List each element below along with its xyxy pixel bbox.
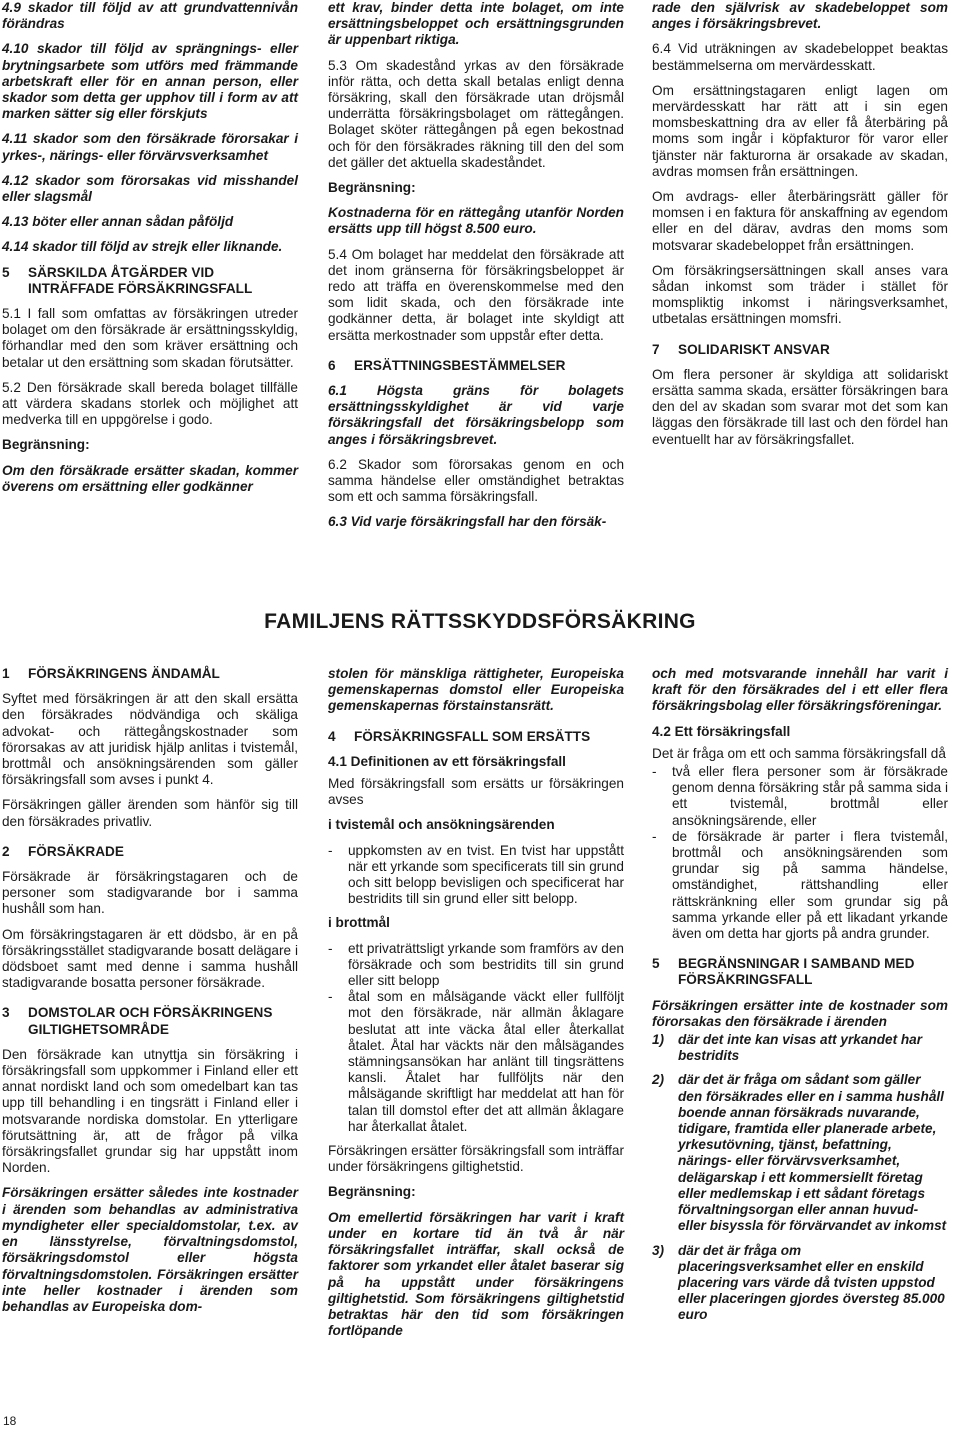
insured-paragraph-1: Försäkrade är försäkringstagaren och de personer som stadigvarande bor i samma hushåll som han. <box>2 869 298 917</box>
section-number: 2 <box>2 843 10 859</box>
continued-text: och med motsvarande innehåll har varit i kraft för den försäkrades del i ett eller flera försäkringsbolag eller försäkringsföreningar. <box>652 666 948 714</box>
clause-4-12: 4.12 skador som förorsakas vid misshandel eller slagsmål <box>2 172 298 205</box>
clause-4-11: 4.11 skador som den försäkrade förorsakar i yrkes-, närings- eller förvärvsverksamhet <box>2 131 298 163</box>
clause-4-13: 4.13 böter eller annan sådan påföljd <box>2 214 234 230</box>
continued-text: rade den självrisk av skadebeloppet som anges i försäkringsbrevet. <box>652 0 948 32</box>
limitation-text: Om den försäkrade ersätter skadan, kommer överens om ersättning eller godkänner <box>2 462 298 494</box>
top-column-2 <box>328 0 624 540</box>
list-item: - åtal som en målsägande väckt eller fullföljt mot den försäkrade, när allmän åklagare beslutat att inte väcka åtal eller återkallat åtalet. Åtal har väckts när den målsägandes stämningsansökan har anlänt till tingsrättens kansli. Åtalet har fullföljts när den målsägande skriftligt har meddelat att han för talan till domstol efter det att allmän åklagare har återkallat åtalet. <box>328 989 624 1134</box>
clause-5-3: 5.3 Om skadestånd yrkas av den försäkrade inför rätta, och detta skall betalas enligt denna försäkring, skall den försäkrade utan dröjsmål underrätta försäkringsbolaget om rättegången. Bolaget sköter rättegången på egen bekostnad och för den försäkrades räkning till den del som det gäller det aktuella skadeståndet. <box>328 57 624 170</box>
document-title: FAMILJENS RÄTTSSKYDDSFÖRSÄKRING <box>264 610 696 633</box>
clause-6-1: 6.1 Högsta gräns för bolagets ersättningsskyldighet är vid varje försäkringsfall det försäkringsbelopp som anges i försäkringsbrevet. <box>328 383 624 447</box>
bottom-column-2 <box>328 666 624 1348</box>
section-4-heading <box>328 729 624 745</box>
top-column-3 <box>652 0 948 457</box>
limitation-text: Kostnaderna för en rättegång utanför Norden ersätts upp till högst 8.500 euro. <box>328 205 624 237</box>
section-title: FÖRSÄKRADE <box>28 843 124 859</box>
section-number: 7 <box>652 341 660 357</box>
clause-5-4: 5.4 Om bolaget har meddelat den försäkrade att det inom gränserna för försäkringsbeloppet är redo att träffa en överenskommelse med den som lidit skada, och den försäkrade inte godkänner detta, är bolaget inte skyldigt att ersätta merkostnader som uppstår efter detta. <box>328 246 624 343</box>
section-number: 1 <box>2 666 10 681</box>
section-title: BEGRÄNSNINGAR I SAMBAND MED FÖRSÄKRINGSFALL <box>678 956 915 988</box>
exclusion-paragraph: Försäkringen ersätter således inte kostnader i ärenden som behandlas av administrativa myndigheter eller specialdomstolar, t.ex. av en länsstyrelse, förvaltningsdomstol, försäkringsdomstol eller högsta förvaltningsdomstolen. Försäkringen ersätter inte heller kostnader i ärenden som behandlas av Europeiska dom- <box>2 1185 298 1314</box>
bottom-column-3 <box>652 666 948 1332</box>
list-item: - uppkomsten av en tvist. En tvist har uppstått när ett yrkande som specificerats till sin grund och sitt belopp bevisligen och specificerat har bestridits till sin grund eller sitt belopp. <box>328 842 624 907</box>
limitation-label: Begränsning: <box>2 437 90 453</box>
limitations-intro: Försäkringen ersätter inte de kostnader som förorsakas den försäkrade i ärenden <box>652 997 948 1029</box>
vat-paragraph-3: Om försäkringsersättningen skall anses vara sådan inkomst som träder i stället för momspliktig inkomst i näringsverksamhet, utbetalas ersättningen momsfri. <box>652 262 948 327</box>
page-number: 18 <box>3 1414 17 1428</box>
section-title: SOLIDARISKT ANSVAR <box>678 341 830 357</box>
section-1-heading <box>2 666 298 682</box>
section-number: 5 <box>2 264 10 280</box>
section-6-heading <box>328 358 624 374</box>
purpose-paragraph: Syftet med försäkringen är att den skall ersätta den försäkrades nödvändiga och skäliga advokat- och rättegångskostnader som förorsakas av att juridisk hjälp anlitas i tvistemål, brottmål och ansökningsärenden som gäller försäkringsfall som avses i punkt 4. <box>2 691 298 788</box>
section-5-heading <box>2 265 298 297</box>
subsection-4-1-heading: 4.1 Definitionen av ett försäkringsfall <box>328 753 566 769</box>
section-title: SÄRSKILDA ÅTGÄRDER VID INTRÄFFADE FÖRSÄKRINGSFALL <box>28 264 253 296</box>
section-number: 6 <box>328 357 336 373</box>
vat-paragraph-2: Om avdrags- eller återbäringsrätt gäller för momsen i en faktura för anskaffning av egendom eller en del därav, avdras den moms som motsvarar skadebeloppet från ersättningen. <box>652 189 948 253</box>
list-item: - två eller flera personer som är försäkrade genom denna försäkring står på samma sida i ett tvistemål, brottmål eller ansökningsärende, eller <box>652 764 948 828</box>
validity-paragraph: Den försäkrade kan utnyttja sin försäkring i försäkringsfall som uppkommer i Finland eller ett annat nordiskt land och som omedelbart kan tas upp till behandling i en tingsrätt i Finland eller i motsvarande nordiska domstolar. En ytterligare förutsättning är, att de frågor på vilka försäkringsfallet grundar sig har uppstått inom Norden. <box>2 1046 298 1176</box>
validity-period-paragraph: Försäkringen ersätter försäkringsfall som inträffar under försäkringens giltighetstid. <box>328 1143 624 1175</box>
list-item: 2) där det är fråga om sådant som gäller den försäkrades eller en i samma hushåll boende annan försäkrads nuvarande, tidigare, framtida eller planerade arbete, yrkesutövning, tjänst, befattning, närings- eller förvärvsverksamhet, delägarskap i ett kommersiellt företag eller medlemskap i ett sådant företags förvaltningsorgan eller annan huvud- eller bisyssla för förvärvandet av inkomst <box>652 1072 947 1234</box>
continued-text: stolen för mänskliga rättigheter, Europeiska gemenskapernas domstol eller Europeiska gemenskapernas förstainstansrätt. <box>328 666 624 714</box>
continued-text: ett krav, binder detta inte bolaget, om inte ersättningsbeloppet och ersättningsgrunden är uppenbart riktiga. <box>328 0 624 48</box>
clause-4-9: 4.9 skador till följd av att grundvattennivån förändras <box>2 0 298 32</box>
section-title: ERSÄTTNINGSBESTÄMMELSER <box>354 357 566 373</box>
subsection-4-2-heading: 4.2 Ett försäkringsfall <box>652 723 791 739</box>
section-title: FÖRSÄKRINGENS ÄNDAMÅL <box>28 666 220 681</box>
scope-paragraph: Försäkringen gäller ärenden som hänför sig till den försäkrades privatliv. <box>2 797 298 829</box>
list-item: - ett privaträttsligt yrkande som framförs av den försäkrade och som bestridits till sin grund eller sitt belopp <box>328 940 624 989</box>
limitation-text: Om emellertid försäkringen har varit i kraft under en kortare tid än två år när försäkringsfallet inträffar, skall också de faktorer som yrkandet eller åtalet baserar sig på ha uppstått under försäkringens giltighetstid. Som försäkringens giltighetstid betraktas här den tid som försäkringen fortlöpande <box>328 1209 624 1339</box>
list-item: 3) där det är fråga om placeringsverksamhet eller en enskild placering vars värde då tvisten uppstod eller placeringen gjordes översteg 85.000 euro <box>652 1242 945 1323</box>
clause-4-10: 4.10 skador till följd av sprängnings- eller brytningsarbete som utförs med främmande arbetskraft eller för en annan person, eller skador som detta ger upphov till i form av att marken sätter sig eller förskjuts <box>2 41 298 122</box>
clause-5-1: 5.1 I fall som omfattas av försäkringen utreder bolaget om den försäkrade är ersättningsskyldig, förhandlar med den som kräver ersättning och betalar ut den ersättning som skadan förutsätter. <box>2 306 298 370</box>
limitation-label: Begränsning: <box>328 180 416 196</box>
section-title: DOMSTOLAR OCH FÖRSÄKRINGENS GILTIGHETSOMRÅDE <box>28 1005 273 1037</box>
clause-5-2: 5.2 Den försäkrade skall bereda bolaget tillfälle att värdera skadans storlek och möjlighet att medverka till en uppgörelse i godo. <box>2 379 298 428</box>
clause-4-14: 4.14 skador till följd av strejk eller liknande. <box>2 239 283 255</box>
clause-6-2: 6.2 Skador som förorsakas genom en och samma händelse eller omständighet betraktas som ett och samma försäkringsfall. <box>328 456 624 505</box>
criminal-cases-heading: i brottmål <box>328 915 390 931</box>
limitation-label: Begränsning: <box>328 1184 416 1200</box>
insured-paragraph-2: Om försäkringstagaren är ett dödsbo, är en på försäkringsstället stadigvarande bosatt delägare i dödsboet samt med denne i samma hushåll stadigvarande bosatta personer försäkrade. <box>2 926 298 991</box>
vat-paragraph-1: Om ersättningstagaren enligt lagen om mervärdesskatt har rätt att i sin egen momsbeskattning dra av eller få återbäring på moms som ingår i köpfakturor för varor eller tjänster när fakturorna är orsakade av skadan, avdras momsen från ersättningen. <box>652 82 948 179</box>
list-item: - de försäkrade är parter i flera tvistemål, brottmål och ansökningsärenden som grundar sig på samma händelse, omständighet, rättshandling eller rättskränkning eller som grundar sig på samma yrkande eller på ett likadant yrkande även om detta har gjorts på andra grunder. <box>652 828 948 942</box>
section-number: 5 <box>652 956 660 972</box>
single-case-paragraph: Det är fråga om ett och samma försäkringsfall då <box>652 745 946 761</box>
civil-cases-heading: i tvistemål och ansökningsärenden <box>328 817 555 833</box>
section-number: 3 <box>2 1005 10 1021</box>
list-item: 1) där det inte kan visas att yrkandet har bestridits <box>652 1032 923 1064</box>
section-5-heading <box>652 956 948 988</box>
bottom-column-1 <box>2 666 298 1324</box>
section-title: FÖRSÄKRINGSFALL SOM ERSÄTTS <box>354 728 591 744</box>
solidary-liability-text: Om flera personer är skyldiga att solidariskt ersätta samma skada, ersätter försäkringen bara den del av skadan som svarar mot det som kan läggas den försäkrade till last och den fördel han eventuellt har av försäkringsfallet. <box>652 366 948 447</box>
section-2-heading <box>2 844 298 860</box>
top-column-1 <box>2 0 298 504</box>
section-7-heading <box>652 342 948 358</box>
clause-6-4: 6.4 Vid uträkningen av skadebeloppet beaktas bestämmelserna om mervärdesskatt. <box>652 41 948 73</box>
section-3-heading <box>2 1005 298 1037</box>
section-number: 4 <box>328 728 336 744</box>
clause-6-3: 6.3 Vid varje försäkringsfall har den försäk- <box>328 514 607 530</box>
definition-paragraph: Med försäkringsfall som ersätts ur försäkringen avses <box>328 776 624 808</box>
